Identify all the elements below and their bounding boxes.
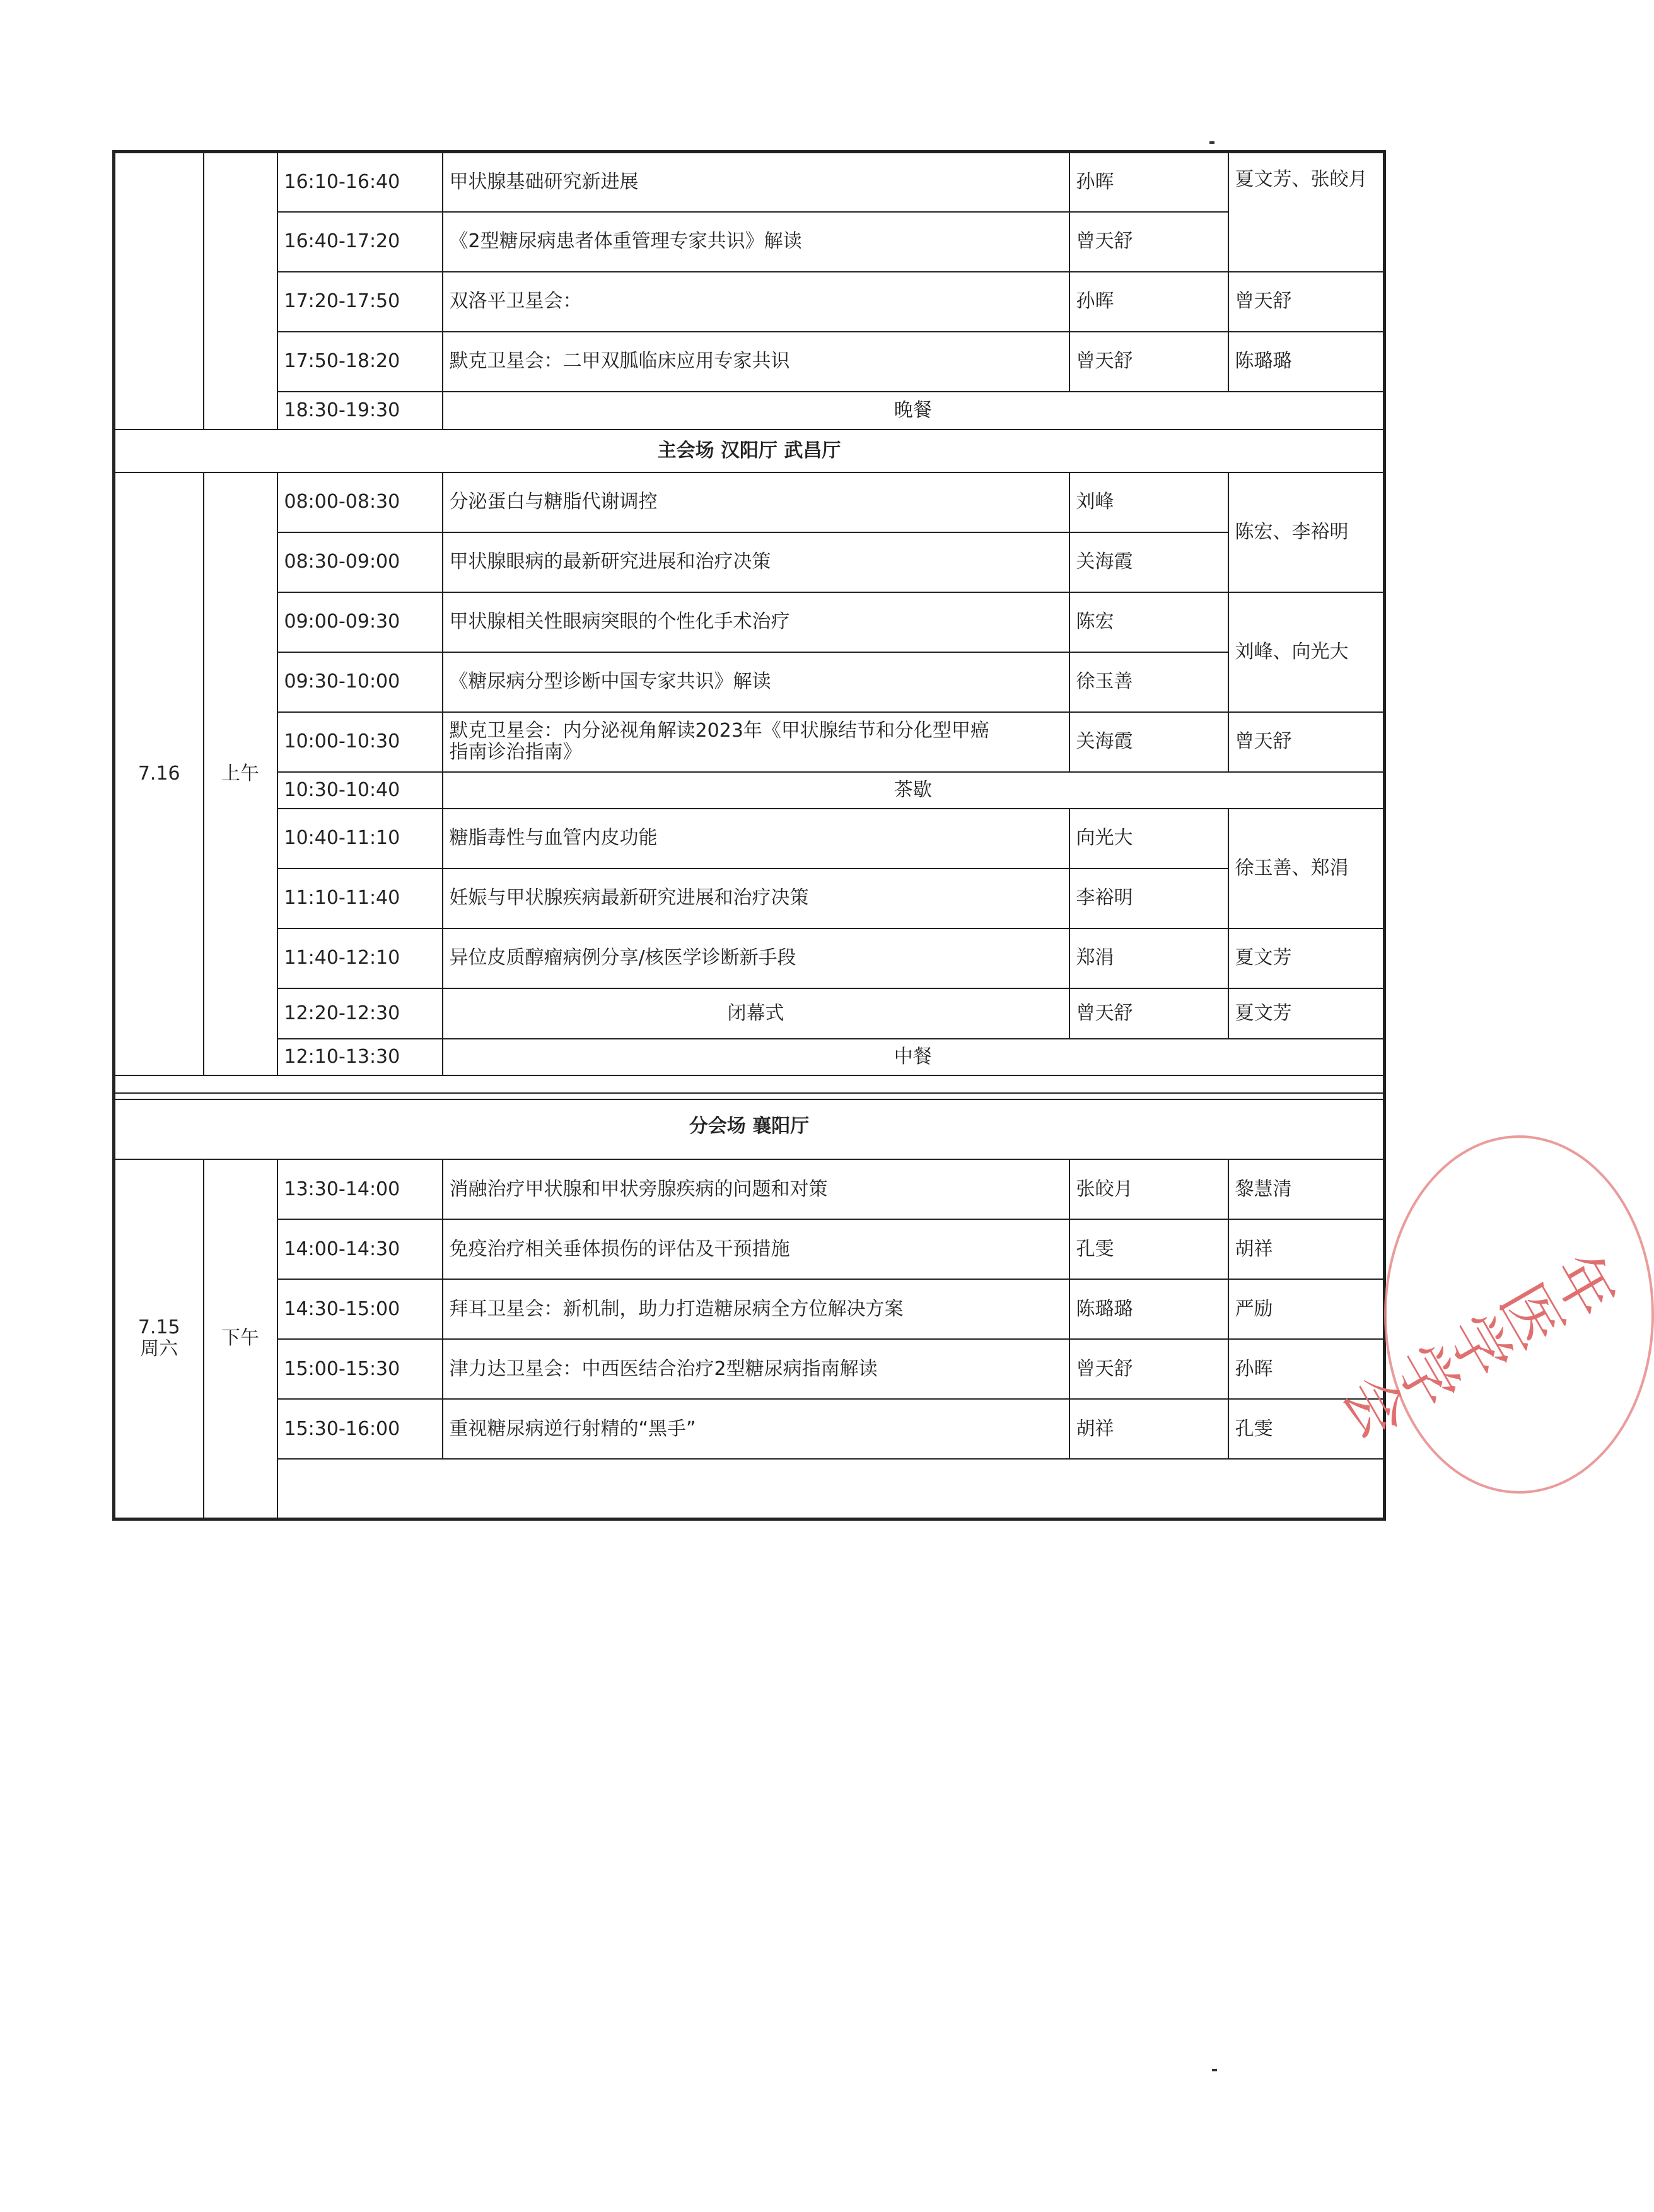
- session-time: 14:00-14:30: [277, 1219, 443, 1279]
- session-time: 12:10-13:30: [277, 1039, 443, 1075]
- session-time: 10:40-11:10: [277, 809, 443, 869]
- session-time: 16:40-17:20: [277, 212, 443, 272]
- session-topic: 糖脂毒性与血管内皮功能: [443, 809, 1069, 869]
- session-speaker: 向光大: [1069, 809, 1228, 869]
- session-time: 09:30-10:00: [277, 652, 443, 712]
- session-speaker: 胡祥: [1069, 1399, 1228, 1459]
- empty-row: [277, 1459, 1385, 1519]
- date-cell: 7.16: [114, 472, 204, 1075]
- break-label: 晚餐: [443, 392, 1385, 430]
- session-speaker: 孙晖: [1069, 272, 1228, 332]
- session-topic: 分泌蛋白与糖脂代谢调控: [443, 472, 1069, 532]
- session-chair: 陈璐璐: [1228, 332, 1385, 392]
- session-speaker: 曾天舒: [1069, 988, 1228, 1039]
- session-topic: 《2型糖尿病患者体重管理专家共识》解读: [443, 212, 1069, 272]
- session-time: 17:50-18:20: [277, 332, 443, 392]
- period-cell: [204, 152, 277, 430]
- session-time: 14:30-15:00: [277, 1279, 443, 1339]
- session-chair: 陈宏、李裕明: [1228, 472, 1385, 592]
- session-topic: 拜耳卫星会：新机制，助力打造糖尿病全方位解决方案: [443, 1279, 1069, 1339]
- session-speaker: 关海霞: [1069, 712, 1228, 772]
- session-speaker: 李裕明: [1069, 869, 1228, 928]
- session-time: 11:10-11:40: [277, 869, 443, 928]
- date-cell: [114, 1159, 204, 1519]
- session-topic: 妊娠与甲状腺疾病最新研究进展和治疗决策: [443, 869, 1069, 928]
- session-time: 08:00-08:30: [277, 472, 443, 532]
- session-chair: 孙晖: [1228, 1339, 1385, 1399]
- schedule-table-branch: [112, 1092, 1386, 1521]
- session-time: 08:30-09:00: [277, 532, 443, 592]
- session-chair: 胡祥: [1228, 1219, 1385, 1279]
- date-cell: [114, 152, 204, 430]
- topic-line: 指南诊治指南》: [449, 741, 582, 763]
- session-speaker: 孙晖: [1069, 152, 1228, 212]
- session-speaker: 曾天舒: [1069, 212, 1228, 272]
- session-speaker: 曾天舒: [1069, 332, 1228, 392]
- session-topic: 闭幕式: [443, 988, 1069, 1039]
- session-speaker: 曾天舒: [1069, 1339, 1228, 1399]
- date-label: 7.15: [137, 1316, 180, 1339]
- session-time: 09:00-09:30: [277, 592, 443, 652]
- venue-title: 主会场 汉阳厅 武昌厅: [114, 430, 1385, 472]
- session-time: 15:30-16:00: [277, 1399, 443, 1459]
- session-time: 12:20-12:30: [277, 988, 443, 1039]
- session-chair: 夏文芳、张皎月: [1228, 152, 1385, 272]
- session-topic: 异位皮质醇瘤病例分享/核医学诊断新手段: [443, 928, 1069, 988]
- venue-title: 分会场 襄阳厅: [114, 1093, 1385, 1159]
- session-time: 18:30-19:30: [277, 392, 443, 430]
- session-chair: 孔雯: [1228, 1399, 1385, 1459]
- weekday-label: 周六: [140, 1338, 178, 1361]
- session-time: 15:00-15:30: [277, 1339, 443, 1399]
- session-topic: 甲状腺相关性眼病突眼的个性化手术治疗: [443, 592, 1069, 652]
- session-speaker: 张皎月: [1069, 1159, 1228, 1219]
- session-topic: 《糖尿病分型诊断中国专家共识》解读: [443, 652, 1069, 712]
- session-speaker: 孔雯: [1069, 1219, 1228, 1279]
- session-speaker: 陈宏: [1069, 592, 1228, 652]
- session-topic: 双洛平卫星会：: [443, 272, 1069, 332]
- session-time: 17:20-17:50: [277, 272, 443, 332]
- session-topic: 甲状腺基础研究新进展: [443, 152, 1069, 212]
- topic-line: 默克卫星会：内分泌视角解读2023年《甲状腺结节和分化型甲癌: [449, 720, 989, 742]
- break-label: 茶歇: [443, 772, 1385, 809]
- session-speaker: 陈璐璐: [1069, 1279, 1228, 1339]
- session-chair: 曾天舒: [1228, 272, 1385, 332]
- session-time: 13:30-14:00: [277, 1159, 443, 1219]
- session-topic: 默克卫星会：二甲双胍临床应用专家共识: [443, 332, 1069, 392]
- session-topic: 消融治疗甲状腺和甲状旁腺疾病的问题和对策: [443, 1159, 1069, 1219]
- session-chair: 刘峰、向光大: [1228, 592, 1385, 712]
- session-chair: 夏文芳: [1228, 928, 1385, 988]
- session-topic: 重视糖尿病逆行射精的“黑手”: [443, 1399, 1069, 1459]
- session-chair: 夏文芳: [1228, 988, 1385, 1039]
- session-time: 10:00-10:30: [277, 712, 443, 772]
- period-cell: 下午: [204, 1159, 277, 1519]
- scan-speck: [1212, 2069, 1217, 2071]
- session-speaker: 刘峰: [1069, 472, 1228, 532]
- session-topic: 甲状腺眼病的最新研究进展和治疗决策: [443, 532, 1069, 592]
- session-topic: [443, 712, 1069, 772]
- session-time: 11:40-12:10: [277, 928, 443, 988]
- session-speaker: 郑涓: [1069, 928, 1228, 988]
- session-chair: 黎慧清: [1228, 1159, 1385, 1219]
- session-topic: 免疫治疗相关垂体损伤的评估及干预措施: [443, 1219, 1069, 1279]
- session-chair: 严励: [1228, 1279, 1385, 1339]
- scan-speck: [1209, 141, 1214, 144]
- period-cell: 上午: [204, 472, 277, 1075]
- session-chair: 曾天舒: [1228, 712, 1385, 772]
- schedule-table-main: [112, 150, 1386, 1100]
- seal-text: 年医学学会: [1330, 1234, 1628, 1448]
- session-speaker: 关海霞: [1069, 532, 1228, 592]
- break-label: 中餐: [443, 1039, 1385, 1075]
- session-time: 10:30-10:40: [277, 772, 443, 809]
- session-chair: 徐玉善、郑涓: [1228, 809, 1385, 928]
- session-time: 16:10-16:40: [277, 152, 443, 212]
- session-topic: 津力达卫星会：中西医结合治疗2型糖尿病指南解读: [443, 1339, 1069, 1399]
- session-speaker: 徐玉善: [1069, 652, 1228, 712]
